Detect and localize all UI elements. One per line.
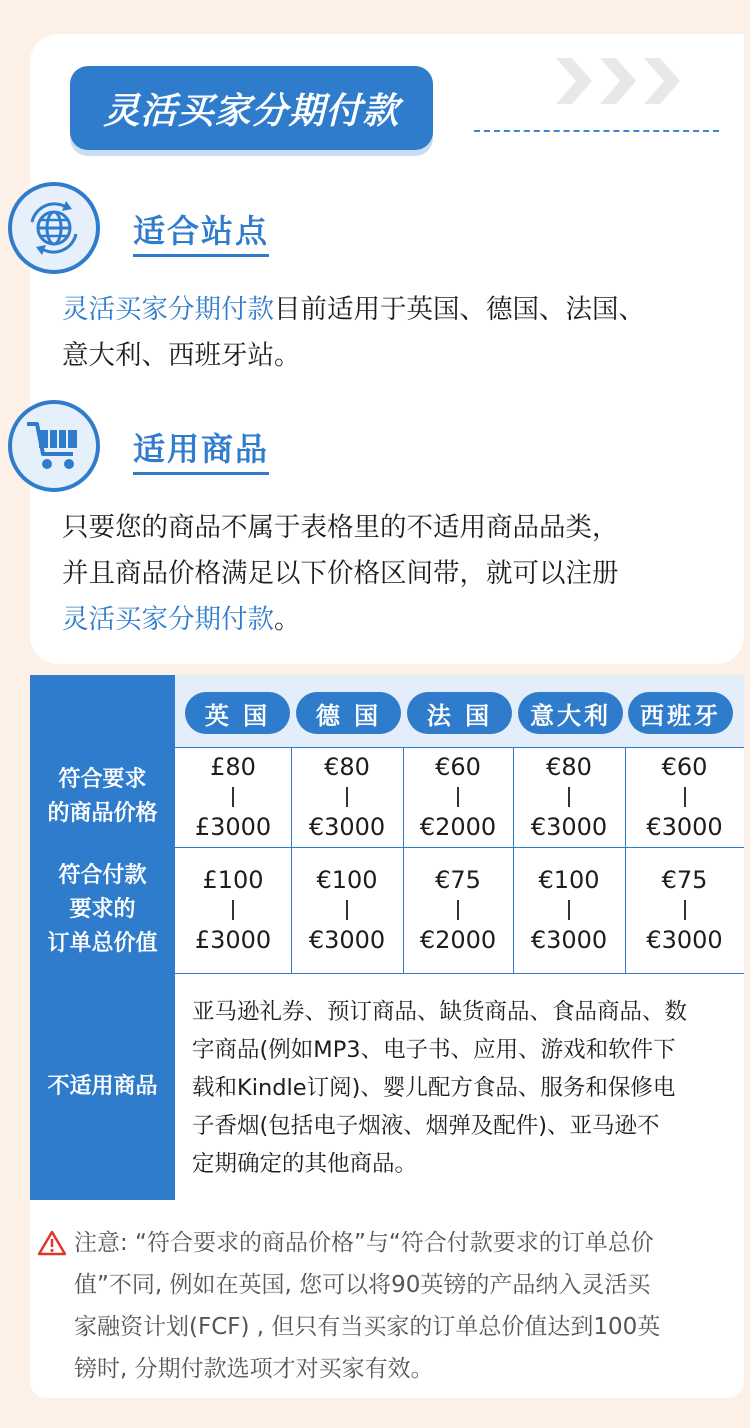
products-text-line2: 并且商品价格满足以下价格区间带，就可以注册: [62, 558, 619, 589]
table-cell: [291, 847, 403, 973]
section-title-products: 适用商品: [133, 424, 269, 475]
range-bar: [346, 787, 348, 807]
table-cell: [175, 847, 291, 973]
chevron-right-icon: [600, 58, 636, 104]
title-badge: [70, 66, 433, 150]
price-min: €80: [324, 753, 370, 781]
shopping-cart-icon: [8, 400, 100, 492]
table-cell: [513, 747, 625, 847]
price-min: €75: [661, 866, 708, 894]
range-bar: [684, 900, 686, 920]
column-header-fr: 法 国: [407, 692, 512, 734]
sites-text-line1: 目前适用于英国、德国、法国、: [274, 294, 645, 325]
products-description: [62, 505, 619, 643]
price-min: £80: [210, 753, 256, 781]
table-cell: [403, 847, 513, 973]
note-line: 家融资计划(FCF) , 但只有当买家的订单总价值达到100英: [74, 1314, 661, 1340]
grid-line: [513, 747, 514, 973]
price-max: €2000: [419, 926, 497, 954]
note-line: 注意: “符合要求的商品价格”与“符合付款要求的订单总价: [74, 1230, 654, 1256]
price-max: €3000: [530, 813, 608, 841]
table-cell: [625, 747, 744, 847]
chevron-right-icon: [556, 58, 592, 104]
row-header-product-price: [30, 747, 175, 847]
price-table: [30, 675, 744, 1200]
grid-line: [175, 747, 744, 748]
globe-refresh-icon: [8, 182, 100, 274]
note-text: [74, 1222, 734, 1390]
price-max: £3000: [194, 926, 272, 954]
column-header-it: 意大利: [518, 692, 623, 734]
note-line: 镑时, 分期付款选项才对买家有效。: [74, 1356, 434, 1382]
row-header-order-total: [30, 847, 175, 973]
price-max: €3000: [308, 813, 386, 841]
sites-description: [62, 287, 645, 379]
row-header-line: 要求的: [69, 897, 136, 922]
row-header-line: 符合要求: [58, 767, 147, 792]
row-header-line: 订单总价值: [47, 931, 158, 956]
grid-line: [625, 747, 626, 973]
price-max: €3000: [646, 813, 723, 841]
products-text-line1: 只要您的商品不属于表格里的不适用商品品类，: [62, 512, 619, 543]
not-applicable-line: 定期确定的其他商品。: [192, 1151, 418, 1177]
grid-line: [291, 747, 292, 973]
price-min: €100: [538, 866, 600, 894]
row-header-line: 符合付款: [58, 863, 147, 888]
products-text-end: 。: [274, 604, 301, 635]
not-applicable-line: 亚马逊礼券、预订商品、缺货商品、食品商品、数: [192, 999, 688, 1025]
row-header-not-applicable: [30, 973, 175, 1200]
divider: [474, 130, 719, 132]
price-min: €60: [661, 753, 708, 781]
chevron-right-icon: [644, 58, 680, 104]
table-cell: [291, 747, 403, 847]
row-header-line: 不适用商品: [47, 1073, 158, 1099]
grid-line: [30, 847, 744, 848]
grid-line: [403, 747, 404, 973]
not-applicable-list: [192, 993, 732, 1183]
highlight-text: 灵活买家分期付款: [62, 294, 274, 325]
range-bar: [568, 787, 570, 807]
range-bar: [232, 787, 234, 807]
range-bar: [568, 900, 570, 920]
table-cell: [175, 747, 291, 847]
column-header-uk: 英 国: [185, 692, 290, 734]
note-card: [30, 1200, 744, 1398]
table-cell: [513, 847, 625, 973]
price-max: €3000: [646, 926, 723, 954]
not-applicable-line: 字商品(例如MP3、电子书、应用、游戏和软件下: [192, 1037, 676, 1063]
sites-text-line2: 意大利、西班牙站。: [62, 340, 301, 371]
range-bar: [346, 900, 348, 920]
warning-icon: [38, 1230, 66, 1256]
price-min: £100: [202, 866, 264, 894]
price-max: €3000: [308, 926, 386, 954]
range-bar: [457, 900, 459, 920]
table-cell: [625, 847, 744, 973]
section-title-sites: 适合站点: [133, 206, 269, 257]
row-header-line: 的商品价格: [47, 801, 158, 826]
page-title: 灵活买家分期付款: [103, 90, 400, 132]
price-min: €60: [435, 753, 481, 781]
range-bar: [457, 787, 459, 807]
not-applicable-line: 载和Kindle订阅)、婴儿配方食品、服务和保修电: [192, 1075, 676, 1101]
price-min: €80: [546, 753, 592, 781]
table-corner: [30, 675, 175, 747]
highlight-text: 灵活买家分期付款: [62, 604, 274, 635]
range-bar: [684, 787, 686, 807]
price-max: €2000: [419, 813, 497, 841]
column-header-es: 西班牙: [628, 692, 733, 734]
grid-line: [30, 973, 744, 974]
column-header-de: 德 国: [296, 692, 401, 734]
price-max: £3000: [194, 813, 272, 841]
note-line: 值”不同, 例如在英国, 您可以将90英镑的产品纳入灵活买: [74, 1272, 651, 1298]
price-min: €75: [435, 866, 481, 894]
not-applicable-line: 子香烟(包括电子烟液、烟弹及配件)、亚马逊不: [192, 1113, 660, 1139]
price-max: €3000: [530, 926, 608, 954]
table-cell: [403, 747, 513, 847]
price-min: €100: [316, 866, 378, 894]
range-bar: [232, 900, 234, 920]
